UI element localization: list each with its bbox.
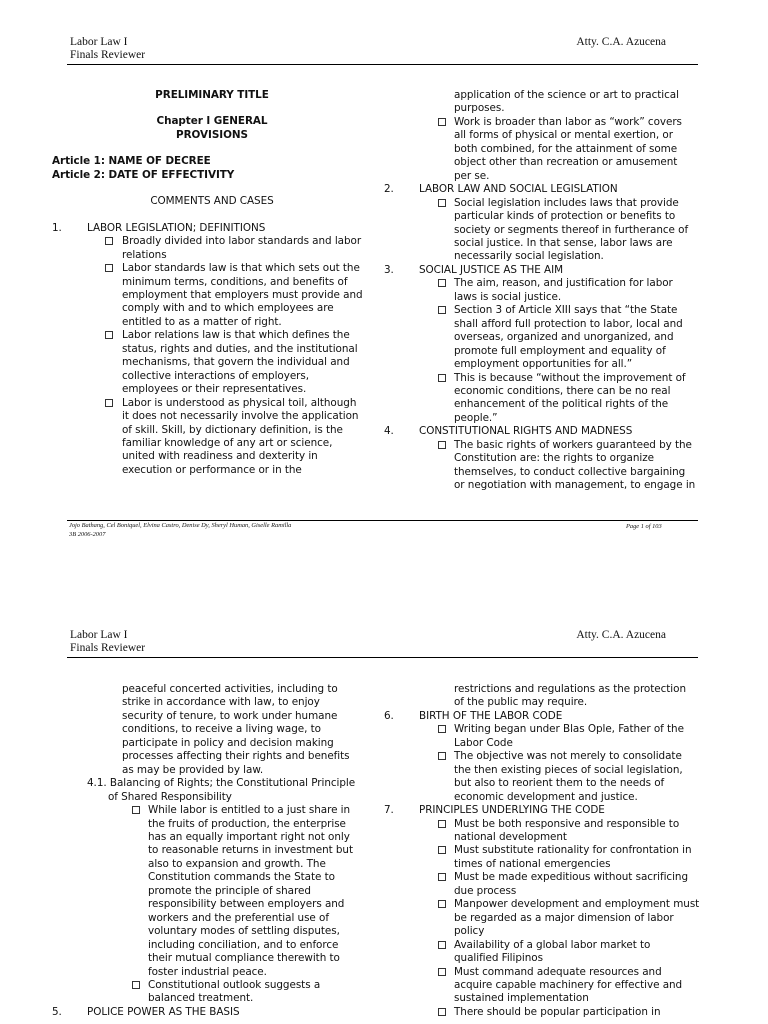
preliminary-title: PRELIMINARY TITLE [155, 89, 269, 101]
bullet-line: people.” [454, 411, 498, 424]
bullet-item [384, 966, 704, 1006]
square-bullet-icon [438, 968, 446, 976]
bullet-line: familiar knowledge of any art or science, [122, 436, 333, 449]
bullet-line: or negotiation with management, to engage in [454, 479, 696, 492]
section-7-heading [384, 804, 704, 817]
subsection-4-1-heading [52, 777, 372, 804]
bullet-line: Broadly divided into labor standards and labor [122, 235, 362, 248]
header-left [70, 629, 145, 655]
bullet-line: qualified Filipinos [454, 952, 543, 965]
bullet-line: Labor standards law is that which sets out the [122, 262, 360, 275]
bullet-line: times of national emergencies [454, 857, 611, 870]
square-bullet-icon [438, 820, 446, 828]
bullet-line: employment that employers must provide and [122, 288, 363, 301]
section-5-heading [52, 1006, 372, 1019]
square-bullet-icon [438, 941, 446, 949]
section-2-heading [384, 183, 704, 196]
continued-bullet [52, 683, 372, 777]
square-bullet-icon [438, 441, 446, 449]
bullet-line: balanced treatment. [148, 992, 254, 1005]
square-bullet-icon [438, 873, 446, 881]
bullet-item [52, 397, 372, 478]
section-title: SOCIAL JUSTICE AS THE AIM [419, 263, 564, 276]
bullet-line: including conciliation, and to enforce [148, 938, 339, 951]
bullet-line: acquire capable machinery for effective and [454, 978, 683, 991]
bullet-line: Labor is understood as physical toil, although [122, 396, 357, 409]
continued-bullet [384, 683, 704, 710]
bullet-line: it does not necessarily involve the application [122, 410, 359, 423]
bullet-line: There should be popular participation in [454, 1005, 661, 1018]
square-bullet-icon [438, 374, 446, 382]
article-2: Article 2: DATE OF EFFECTIVITY [52, 168, 235, 181]
section-number: 5. [52, 1005, 62, 1018]
bullet-line: enhancement of the political rights of the [454, 398, 669, 411]
chapter-heading-line1: Chapter I GENERAL [156, 115, 268, 128]
section-title: LABOR LAW AND SOCIAL LEGISLATION [419, 183, 618, 196]
section-title: PRINCIPLES UNDERLYING THE CODE [419, 804, 605, 817]
bullet-line: society or segments thereof in furtherance of [454, 223, 689, 236]
bullet-item [384, 844, 704, 871]
header-rule [67, 64, 698, 65]
bullet-line: both combined, for the attainment of some [454, 142, 678, 155]
bullet-line: overseas, organized and unorganized, and [454, 331, 674, 344]
square-bullet-icon [438, 900, 446, 908]
bullet-line: Must be made expeditious without sacrificing [454, 871, 689, 884]
bullet-line: The objective was not merely to consolidate [454, 750, 682, 763]
bullet-line: object other than recreation or amusement [454, 156, 678, 169]
bullet-line: of the public may require. [454, 696, 588, 709]
bullet-line: Constitutional outlook suggests a [148, 978, 321, 991]
comments-heading: COMMENTS AND CASES [150, 195, 274, 208]
bullet-item [384, 277, 704, 304]
header-course: Labor Law I [70, 629, 128, 641]
bullet-line: processes affecting their rights and benefits [122, 750, 350, 763]
header-rule [67, 657, 698, 658]
bullet-line: foster industrial peace. [148, 965, 267, 978]
bullet-line: entitled to as a matter of right. [122, 315, 282, 328]
bullet-line: shall afford full protection to labor, local and [454, 317, 683, 330]
bullet-item [52, 262, 372, 329]
bullet-line: The aim, reason, and justification for labor [454, 277, 673, 290]
bullet-line: themselves, to conduct collective bargaining [454, 465, 686, 478]
bullet-item [384, 197, 704, 264]
square-bullet-icon [105, 331, 113, 339]
bullet-line: promote the principle of shared [148, 884, 311, 897]
bullet-line: participate in policy and decision making [122, 736, 334, 749]
bullet-line: of skill. Skill, by dictionary definition, is the [122, 423, 343, 436]
bullet-line: minimum terms, conditions, and benefits of [122, 275, 348, 288]
bullet-line: employees or their representatives. [122, 383, 307, 396]
bullet-item [384, 750, 704, 804]
bullet-line: national development [454, 830, 567, 843]
subsection-line: of Shared Responsibility [108, 790, 232, 803]
section-number: 1. [52, 221, 62, 234]
bullet-line: workers and the preferential use of [148, 911, 329, 924]
section-6-heading [384, 710, 704, 723]
square-bullet-icon [438, 199, 446, 207]
bullet-item [52, 235, 372, 262]
square-bullet-icon [438, 846, 446, 854]
header-left [70, 36, 145, 62]
bullet-line: mechanisms, that govern the individual and [122, 356, 350, 369]
bullet-line: Must command adequate resources and [454, 965, 662, 978]
bullet-item [52, 804, 372, 979]
bullet-line: Labor Code [454, 736, 513, 749]
bullet-line: relations [122, 248, 167, 261]
section-4-heading [384, 425, 704, 438]
section-number: 6. [384, 709, 394, 722]
header-course: Labor Law I [70, 36, 128, 48]
bullet-line: purposes. [454, 102, 505, 115]
bullet-line: Must be both responsive and responsible to [454, 817, 680, 830]
bullet-line: united with readiness and dexterity in [122, 450, 318, 463]
bullet-line: Constitution are: the rights to organize [454, 452, 654, 465]
bullet-line: Must substitute rationality for confrontation in [454, 844, 692, 857]
bullet-line: also to expansion and growth. The [148, 857, 326, 870]
square-bullet-icon [132, 981, 140, 989]
bullet-line: economic development and justice. [454, 790, 638, 803]
bullet-item [384, 1006, 704, 1019]
bullet-line: as may be provided by law. [122, 763, 264, 776]
chapter-heading-line2: PROVISIONS [176, 128, 248, 141]
bullet-line: sustained implementation [454, 992, 589, 1005]
bullet-line: Manpower development and employment must [454, 898, 700, 911]
section-number: 2. [384, 183, 394, 196]
article-1: Article 1: NAME OF DECREE [52, 155, 211, 168]
section-3-heading [384, 264, 704, 277]
bullet-line: Social legislation includes laws that provide [454, 196, 679, 209]
section-title: LABOR LEGISLATION; DEFINITIONS [87, 221, 266, 234]
square-bullet-icon [132, 806, 140, 814]
bullet-line: voluntary modes of settling disputes, [148, 925, 340, 938]
square-bullet-icon [438, 1008, 446, 1016]
bullet-line: all forms of physical or mental exertion, or [454, 129, 673, 142]
square-bullet-icon [105, 399, 113, 407]
bullet-line: laws is social justice. [454, 290, 562, 303]
page2-left-column [52, 683, 372, 1019]
bullet-line: restrictions and regulations as the protection [454, 683, 686, 695]
square-bullet-icon [438, 279, 446, 287]
bullet-line: strike in accordance with law, to enjoy [122, 696, 320, 709]
bullet-line: per se. [454, 169, 490, 182]
footer-author-names: Jojo Bathang, Cel Boniquel, Elvina Castro, Denise Dy, Sheryl Human, Giselle Ramilla [69, 522, 292, 529]
section-number: 4. [384, 425, 394, 438]
bullet-item [384, 304, 704, 371]
subsection-line: 4.1. Balancing of Rights; the Constitutional Principle [87, 777, 356, 790]
footer-authors [69, 521, 291, 539]
bullet-line: their mutual compliance therewith to [148, 952, 340, 965]
bullet-line: social justice. In that sense, labor laws are [454, 236, 673, 249]
section-title: BIRTH OF THE LABOR CODE [419, 709, 563, 722]
bullet-line: While labor is entitled to a just share in [148, 804, 351, 817]
footer-class: 3B 2006-2007 [69, 531, 106, 538]
footer-page-number: Page 1 of 103 [626, 523, 662, 530]
section-number: 3. [384, 263, 394, 276]
bullet-line: conditions, to receive a living wage, to [122, 723, 321, 736]
bullet-line: the then existing pieces of social legislation, [454, 763, 683, 776]
bullet-line: status, rights and duties, and the institutional [122, 342, 358, 355]
square-bullet-icon [438, 725, 446, 733]
bullet-line: employment opportunities for all.” [454, 358, 633, 371]
bullet-line: but also to reorient them to the needs of [454, 777, 665, 790]
bullet-line: Constitution commands the State to [148, 871, 335, 884]
bullet-item [384, 372, 704, 426]
header-author: Atty. C.A. Azucena [576, 629, 666, 641]
bullet-line: promote full employment and equality of [454, 344, 666, 357]
bullet-line: Work is broader than labor as “work” covers [454, 115, 682, 128]
bullet-line: policy [454, 925, 485, 938]
bullet-line: necessarily social legislation. [454, 250, 604, 263]
square-bullet-icon [438, 118, 446, 126]
bullet-line: be regarded as a major dimension of labor [454, 911, 674, 924]
bullet-line: This is because “without the improvement of [454, 371, 686, 384]
bullet-line: has an equally important right not only [148, 830, 350, 843]
bullet-line: Section 3 of Article XIII says that “the State [454, 304, 678, 317]
header-author: Atty. C.A. Azucena [576, 36, 666, 48]
bullet-item [52, 979, 372, 1006]
bullet-line: comply with and to which employees are [122, 302, 334, 315]
bullet-line: peaceful concerted activities, including to [122, 683, 338, 695]
bullet-item [384, 723, 704, 750]
square-bullet-icon [105, 237, 113, 245]
page1-right-column [384, 89, 704, 493]
bullet-item [384, 439, 704, 493]
bullet-line: security of tenure, to work under humane [122, 709, 338, 722]
bullet-item [384, 871, 704, 898]
bullet-line: Writing began under Blas Ople, Father of the [454, 723, 684, 736]
bullet-item [384, 939, 704, 966]
bullet-line: particular kinds of protection or benefits to [454, 210, 676, 223]
bullet-line: The basic rights of workers guaranteed by the [454, 438, 692, 451]
bullet-line: Availability of a global labor market to [454, 938, 651, 951]
bullet-line: execution or performance or in the [122, 463, 302, 476]
section-title: POLICE POWER AS THE BASIS [87, 1005, 240, 1018]
section-number: 7. [384, 804, 394, 817]
bullet-line: responsibility between employers and [148, 898, 345, 911]
bullet-item [384, 898, 704, 938]
bullet-item [52, 329, 372, 396]
square-bullet-icon [105, 264, 113, 272]
continued-bullet [384, 89, 704, 116]
bullet-line: collective interactions of employers, [122, 369, 310, 382]
header-subtitle: Finals Reviewer [70, 49, 146, 61]
page2-right-column [384, 683, 704, 1019]
square-bullet-icon [438, 306, 446, 314]
bullet-line: application of the science or art to practical [454, 89, 679, 101]
bullet-item [384, 116, 704, 183]
section-title: CONSTITUTIONAL RIGHTS AND MADNESS [419, 425, 633, 438]
bullet-line: the fruits of production, the enterprise [148, 817, 346, 830]
square-bullet-icon [438, 752, 446, 760]
bullet-item [384, 818, 704, 845]
header-subtitle: Finals Reviewer [70, 642, 146, 654]
bullet-line: due process [454, 884, 517, 897]
bullet-line: Labor relations law is that which defines the [122, 329, 350, 342]
bullet-line: to reasonable returns in investment but [148, 844, 353, 857]
section-1-heading [52, 222, 372, 235]
page1-left-column [52, 89, 372, 477]
bullet-line: economic conditions, there can be no real [454, 384, 671, 397]
